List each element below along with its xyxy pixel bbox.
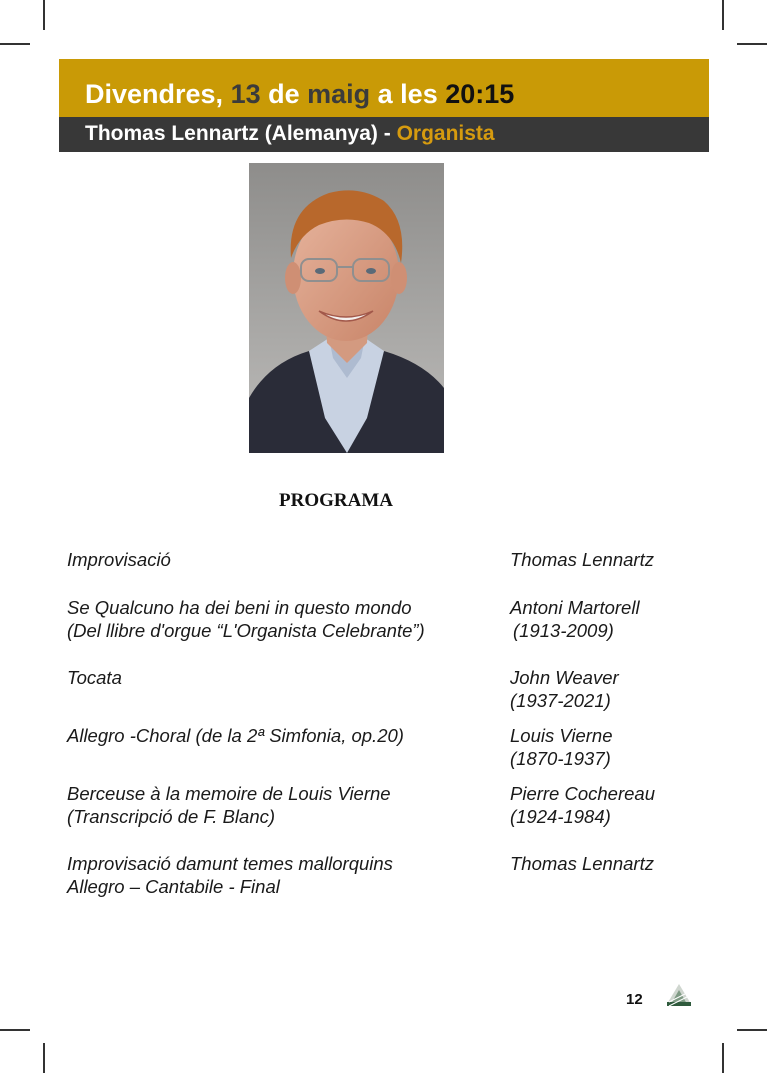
program-composer: Thomas Lennartz: [510, 853, 654, 874]
weekday-text: Divendres,: [85, 79, 231, 109]
program-composer: Pierre Cochereau: [510, 783, 655, 804]
crop-mark: [737, 43, 767, 45]
performer-portrait: [249, 163, 444, 453]
performer-banner: [59, 117, 709, 152]
month-text: maig: [307, 79, 371, 109]
crop-mark: [737, 1029, 767, 1031]
program-work-subtitle: (Del llibre d'orgue “L'Organista Celebrante”): [67, 620, 425, 641]
program-title: PROGRAMA: [279, 490, 393, 511]
program-composer-dates: (1870-1937): [510, 748, 611, 769]
program-composer: Antoni Martorell: [510, 597, 640, 618]
program-work-subtitle: (Transcripció de F. Blanc): [67, 806, 276, 827]
crop-mark: [43, 0, 45, 30]
day-number: 13: [230, 79, 261, 109]
performer-role: Organista: [396, 122, 495, 145]
performer-line: [85, 122, 495, 146]
program-work: Improvisació damunt temes mallorquins: [67, 853, 393, 874]
performer-name: Thomas Lennartz (Alemanya): [85, 122, 378, 145]
time-connector: a les: [370, 79, 446, 109]
portrait-image: [249, 163, 444, 453]
date-connector: de: [260, 79, 308, 109]
date-banner: [59, 59, 709, 117]
program-composer-dates: (1913-2009): [513, 620, 614, 641]
crop-mark: [722, 1043, 724, 1073]
crop-mark: [0, 1029, 30, 1031]
separator: -: [377, 122, 397, 145]
program-work: Tocata: [67, 667, 122, 688]
program-work: Se Qualcuno ha dei beni in questo mondo: [67, 597, 412, 618]
program-work-subtitle: Allegro – Cantabile - Final: [67, 876, 280, 897]
crop-mark: [722, 0, 724, 30]
crop-mark: [0, 43, 30, 45]
program-composer: Louis Vierne: [510, 725, 613, 746]
concert-date-time: [85, 79, 514, 110]
crop-mark: [43, 1043, 45, 1073]
publisher-logo-icon: [665, 982, 693, 1008]
program-work: Berceuse à la memoire de Louis Vierne: [67, 783, 391, 804]
program-work: Allegro -Choral (de la 2ª Simfonia, op.20): [67, 725, 404, 746]
page-number: 12: [626, 991, 643, 1008]
program-composer-dates: (1924-1984): [510, 806, 611, 827]
program-composer: John Weaver: [510, 667, 619, 688]
program-composer: Thomas Lennartz: [510, 549, 654, 570]
time-text: 20:15: [445, 79, 515, 109]
program-composer-dates: (1937-2021): [510, 690, 611, 711]
program-work: Improvisació: [67, 549, 171, 570]
